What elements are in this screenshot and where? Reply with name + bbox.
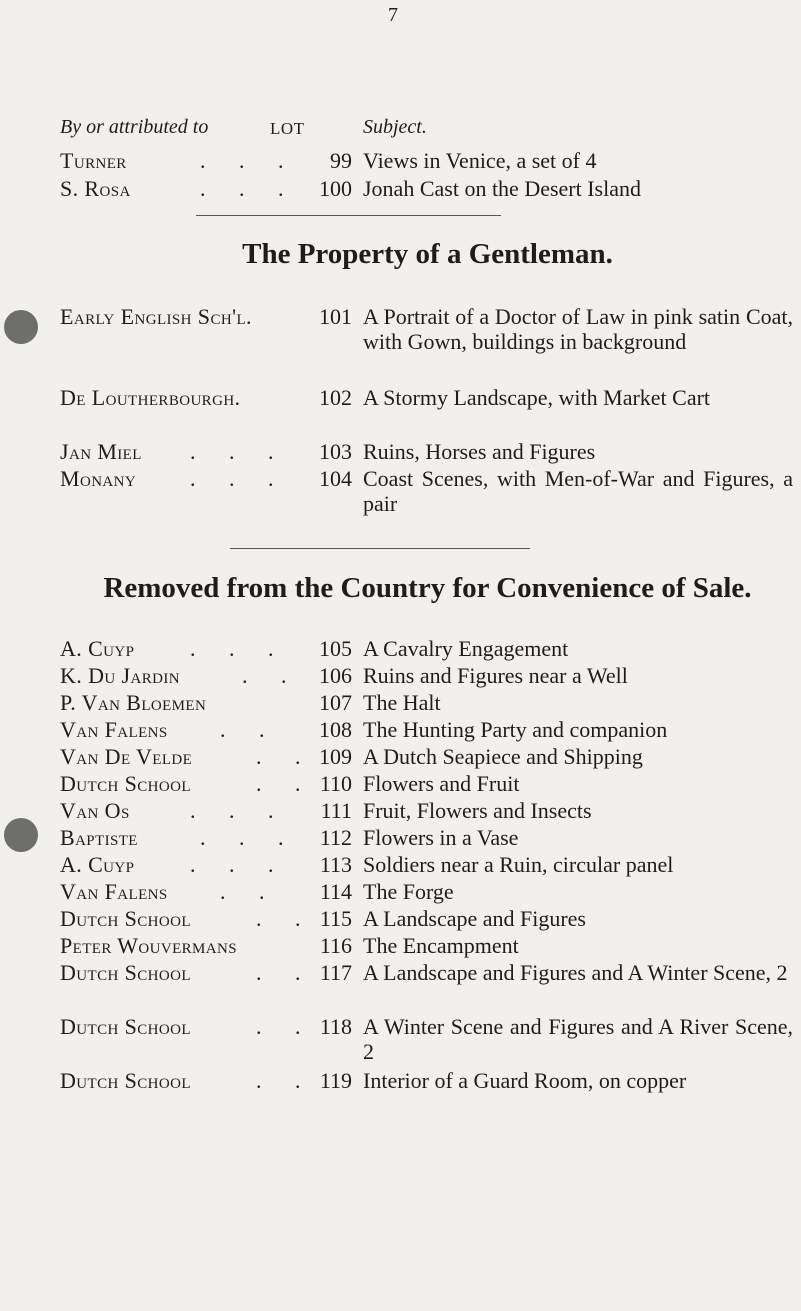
artist-name: K. Du Jardin (60, 663, 180, 688)
lot-subject: A Stormy Landscape, with Market Cart (363, 385, 711, 410)
section-title: Removed from the Country for Convenience of Sale. (103, 572, 752, 604)
leader-dots: . . . (190, 798, 288, 823)
lot-number: 114 (319, 879, 352, 904)
artist-name: A. Cuyp (60, 636, 135, 661)
artist-name: A. Cuyp (60, 852, 135, 877)
artist-name: Dutch School (60, 771, 191, 796)
lot-number: 103 (319, 439, 352, 464)
divider (230, 548, 530, 549)
lot-number: 116 (319, 933, 352, 958)
catalog-entry (60, 636, 795, 666)
lot-subject: Ruins, Horses and Figures (363, 439, 596, 464)
artist-name: S. Rosa (60, 176, 131, 201)
header-artist-column: By or attributed to (60, 116, 209, 138)
leader-dots: . . . (190, 439, 288, 464)
catalog-entry (60, 690, 795, 720)
lot-subject: Interior of a Guard Room, on copper (363, 1068, 687, 1093)
artist-name: De Loutherbourgh. (60, 385, 241, 410)
catalog-entry (60, 825, 795, 855)
catalog-entry (60, 933, 795, 963)
artist-name: Dutch School (60, 960, 191, 985)
catalog-entry (60, 439, 795, 469)
lot-subject: The Forge (363, 879, 454, 904)
lot-subject: A Dutch Seapiece and Shipping (363, 744, 643, 769)
leader-dots: . . (256, 1014, 315, 1039)
leader-dots: . . . (190, 852, 288, 877)
leader-dots: . . (256, 771, 315, 796)
artist-name: Turner (60, 148, 127, 173)
lot-number: 119 (319, 1068, 352, 1093)
leader-dots: . . (220, 879, 279, 904)
catalog-entry (60, 960, 795, 990)
catalog-entry (60, 304, 795, 354)
page-number: 7 (388, 4, 398, 26)
lot-number: 101 (319, 304, 352, 329)
lot-subject: Fruit, Flowers and Insects (363, 798, 592, 823)
lot-subject: A Landscape and Figures and A Winter Scene, 2 (363, 960, 788, 985)
lot-subject: Jonah Cast on the Desert Island (363, 176, 641, 201)
lot-number: 102 (319, 385, 352, 410)
lot-subject: A Winter Scene and Figures and A River Scene, 2 (363, 1014, 793, 1064)
section-title: The Property of a Gentleman. (242, 238, 613, 270)
catalog-entry (60, 663, 795, 693)
artist-name: Van Falens (60, 879, 168, 904)
leader-dots: . . (220, 717, 279, 742)
artist-name: Van Falens (60, 717, 168, 742)
header-subject-column: Subject. (363, 116, 427, 138)
artist-name: P. Van Bloemen (60, 690, 207, 715)
lot-subject: Flowers in a Vase (363, 825, 519, 850)
artist-name: Van Os (60, 798, 130, 823)
lot-number: 107 (319, 690, 352, 715)
catalog-entry (60, 771, 795, 801)
artist-name: Jan Miel (60, 439, 142, 464)
lot-number: 111 (320, 798, 352, 823)
lot-number: 108 (319, 717, 352, 742)
artist-name: Monany (60, 466, 137, 491)
catalog-entry (60, 466, 795, 516)
lot-subject: Coast Scenes, with Men-of-War and Figures, a pair (363, 466, 793, 516)
lot-number: 117 (319, 960, 352, 985)
catalog-entry (60, 744, 795, 774)
lot-subject: A Landscape and Figures (363, 906, 586, 931)
lot-number: 99 (330, 148, 352, 173)
artist-name: Dutch School (60, 906, 191, 931)
leader-dots: . . . (200, 825, 298, 850)
lot-subject: Flowers and Fruit (363, 771, 520, 796)
lot-number: 115 (319, 906, 352, 931)
leader-dots: . . (256, 906, 315, 931)
lot-number: 100 (319, 176, 352, 201)
lot-subject: The Encampment (363, 933, 519, 958)
lot-number: 106 (319, 663, 352, 688)
catalog-entry (60, 798, 795, 828)
lot-subject: A Cavalry Engagement (363, 636, 569, 661)
leader-dots: . . (256, 744, 315, 769)
divider (196, 215, 501, 216)
lot-number: 113 (319, 852, 352, 877)
lot-subject: Soldiers near a Ruin, circular panel (363, 852, 674, 877)
artist-name: Baptiste (60, 825, 138, 850)
artist-name: Dutch School (60, 1014, 191, 1039)
artist-name: Peter Wouvermans (60, 933, 238, 958)
catalog-entry (60, 852, 795, 882)
catalog-entry (60, 879, 795, 909)
leader-dots: . . . (190, 636, 288, 661)
leader-dots: . . . (200, 148, 298, 173)
artist-name: Dutch School (60, 1068, 191, 1093)
lot-number: 104 (319, 466, 352, 491)
lot-subject: The Hunting Party and companion (363, 717, 668, 742)
lot-subject: The Halt (363, 690, 441, 715)
artist-name: Early English Sch'l. (60, 304, 252, 329)
punch-hole (4, 310, 38, 344)
catalog-entry (60, 1068, 795, 1098)
leader-dots: . . . (190, 466, 288, 491)
lot-subject: Ruins and Figures near a Well (363, 663, 628, 688)
lot-number: 109 (319, 744, 352, 769)
leader-dots: . . . (200, 176, 298, 201)
lot-number: 110 (319, 771, 352, 796)
leader-dots: . . (256, 1068, 315, 1093)
leader-dots: . . (256, 960, 315, 985)
artist-name: Van De Velde (60, 744, 193, 769)
header-lot-column: LOT (270, 119, 305, 138)
punch-hole (4, 818, 38, 852)
lot-number: 112 (319, 825, 352, 850)
catalog-entry (60, 176, 795, 206)
catalog-entry (60, 1014, 795, 1064)
lot-number: 118 (319, 1014, 352, 1039)
leader-dots: . . (242, 663, 301, 688)
lot-number: 105 (319, 636, 352, 661)
catalog-entry (60, 385, 795, 415)
lot-subject: A Portrait of a Doctor of Law in pink satin Coat, with Gown, buildings in background (363, 304, 793, 354)
lot-subject: Views in Venice, a set of 4 (363, 148, 597, 173)
catalog-entry (60, 717, 795, 747)
catalog-entry (60, 906, 795, 936)
catalog-entry (60, 148, 795, 178)
